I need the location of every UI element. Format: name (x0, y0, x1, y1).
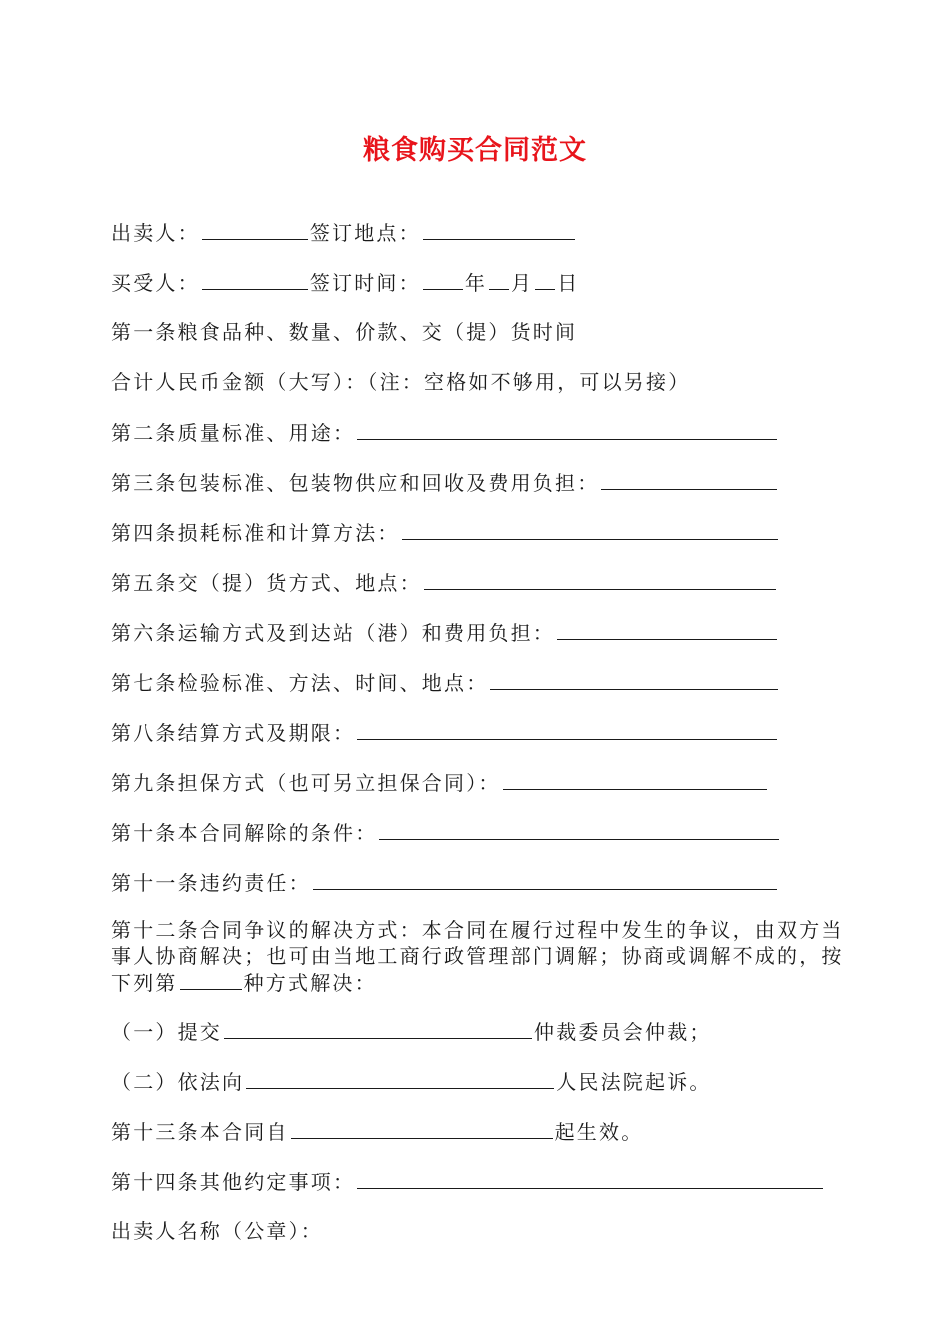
article-10-text: 第十条本合同解除的条件： (111, 821, 378, 845)
article-10 (111, 819, 781, 846)
option-1-text-end: 仲裁委员会仲裁； (534, 1020, 712, 1044)
article-11 (111, 869, 779, 896)
total-amount-text: 合计人民币金额（大写）：（注：空格如不够用，可以另接） (111, 370, 691, 394)
seller-blank[interactable] (202, 219, 308, 240)
option-2-text-end: 人民法院起诉。 (556, 1070, 712, 1094)
month-label: 月 (511, 271, 534, 295)
article-14-text: 第十四条其他约定事项： (111, 1170, 356, 1194)
article-8-text: 第八条结算方式及期限： (111, 721, 356, 745)
article-4 (111, 519, 780, 546)
article-1 (111, 319, 577, 345)
option-2-blank[interactable] (246, 1068, 554, 1089)
article-6-blank[interactable] (557, 619, 777, 640)
article-4-blank[interactable] (402, 519, 778, 540)
article-12-text: 第十二条合同争议的解决方式：本合同在履行过程中发生的争议，由双方当事人协商解决；也可由当地工商行政管理部门调解；协商或调解不成的，按下列第 (111, 918, 844, 995)
article-5-blank[interactable] (424, 569, 776, 590)
article-8 (111, 719, 779, 746)
sign-place-label: 签订地点： (309, 221, 421, 245)
year-blank[interactable] (423, 269, 463, 290)
article-6-text: 第六条运输方式及到达站（港）和费用负担： (111, 621, 555, 645)
option-2 (111, 1068, 712, 1095)
article-2-text: 第二条质量标准、用途： (111, 421, 356, 445)
total-amount (111, 369, 690, 395)
article-2 (111, 419, 779, 446)
document-title: 粮食购买合同范文 (363, 135, 587, 166)
article-11-blank[interactable] (313, 869, 777, 890)
article-12-blank[interactable] (180, 969, 242, 990)
article-7-text: 第七条检验标准、方法、时间、地点： (111, 671, 489, 695)
article-13-text: 第十三条本合同自 (111, 1120, 289, 1144)
article-8-blank[interactable] (357, 719, 777, 740)
buyer-line (111, 269, 579, 296)
article-4-text: 第四条损耗标准和计算方法： (111, 521, 400, 545)
seller-name-label: 出卖人名称（公章）： (111, 1219, 323, 1243)
article-5 (111, 569, 778, 596)
article-7 (111, 669, 780, 696)
article-13 (111, 1118, 643, 1145)
article-6 (111, 619, 779, 646)
sign-place-blank[interactable] (423, 219, 575, 240)
buyer-label: 买受人： (111, 271, 200, 295)
option-1-text: （一）提交 (111, 1020, 222, 1044)
buyer-blank[interactable] (202, 269, 308, 290)
article-3-text: 第三条包装标准、包装物供应和回收及费用负担： (111, 471, 600, 495)
article-9-blank[interactable] (503, 769, 767, 790)
article-3-blank[interactable] (601, 469, 777, 490)
article-3 (111, 469, 779, 496)
article-13-blank[interactable] (291, 1118, 553, 1139)
option-1 (111, 1018, 712, 1045)
article-14-blank[interactable] (357, 1168, 823, 1189)
seller-line (111, 219, 577, 246)
article-9-text: 第九条担保方式（也可另立担保合同）： (111, 771, 501, 795)
option-2-text: （二）依法向 (111, 1070, 245, 1094)
year-label: 年 (464, 271, 488, 295)
article-7-blank[interactable] (490, 669, 778, 690)
day-label: 日 (557, 271, 580, 295)
article-11-text: 第十一条违约责任： (111, 871, 311, 895)
article-13-text-end: 起生效。 (554, 1120, 644, 1144)
article-12 (111, 917, 856, 996)
option-1-blank[interactable] (224, 1018, 532, 1039)
day-blank[interactable] (535, 269, 555, 290)
seller-label: 出卖人： (111, 221, 200, 245)
month-blank[interactable] (489, 269, 509, 290)
article-1-text: 第一条粮食品种、数量、价款、交（提）货时间 (111, 320, 578, 344)
article-10-blank[interactable] (379, 819, 779, 840)
article-9 (111, 769, 769, 796)
article-2-blank[interactable] (357, 419, 777, 440)
article-5-text: 第五条交（提）货方式、地点： (111, 571, 422, 595)
article-14 (111, 1168, 825, 1195)
article-12-text-end: 种方式解决： (243, 971, 377, 995)
seller-name-line (111, 1218, 323, 1244)
sign-time-label: 签订时间： (309, 271, 421, 295)
